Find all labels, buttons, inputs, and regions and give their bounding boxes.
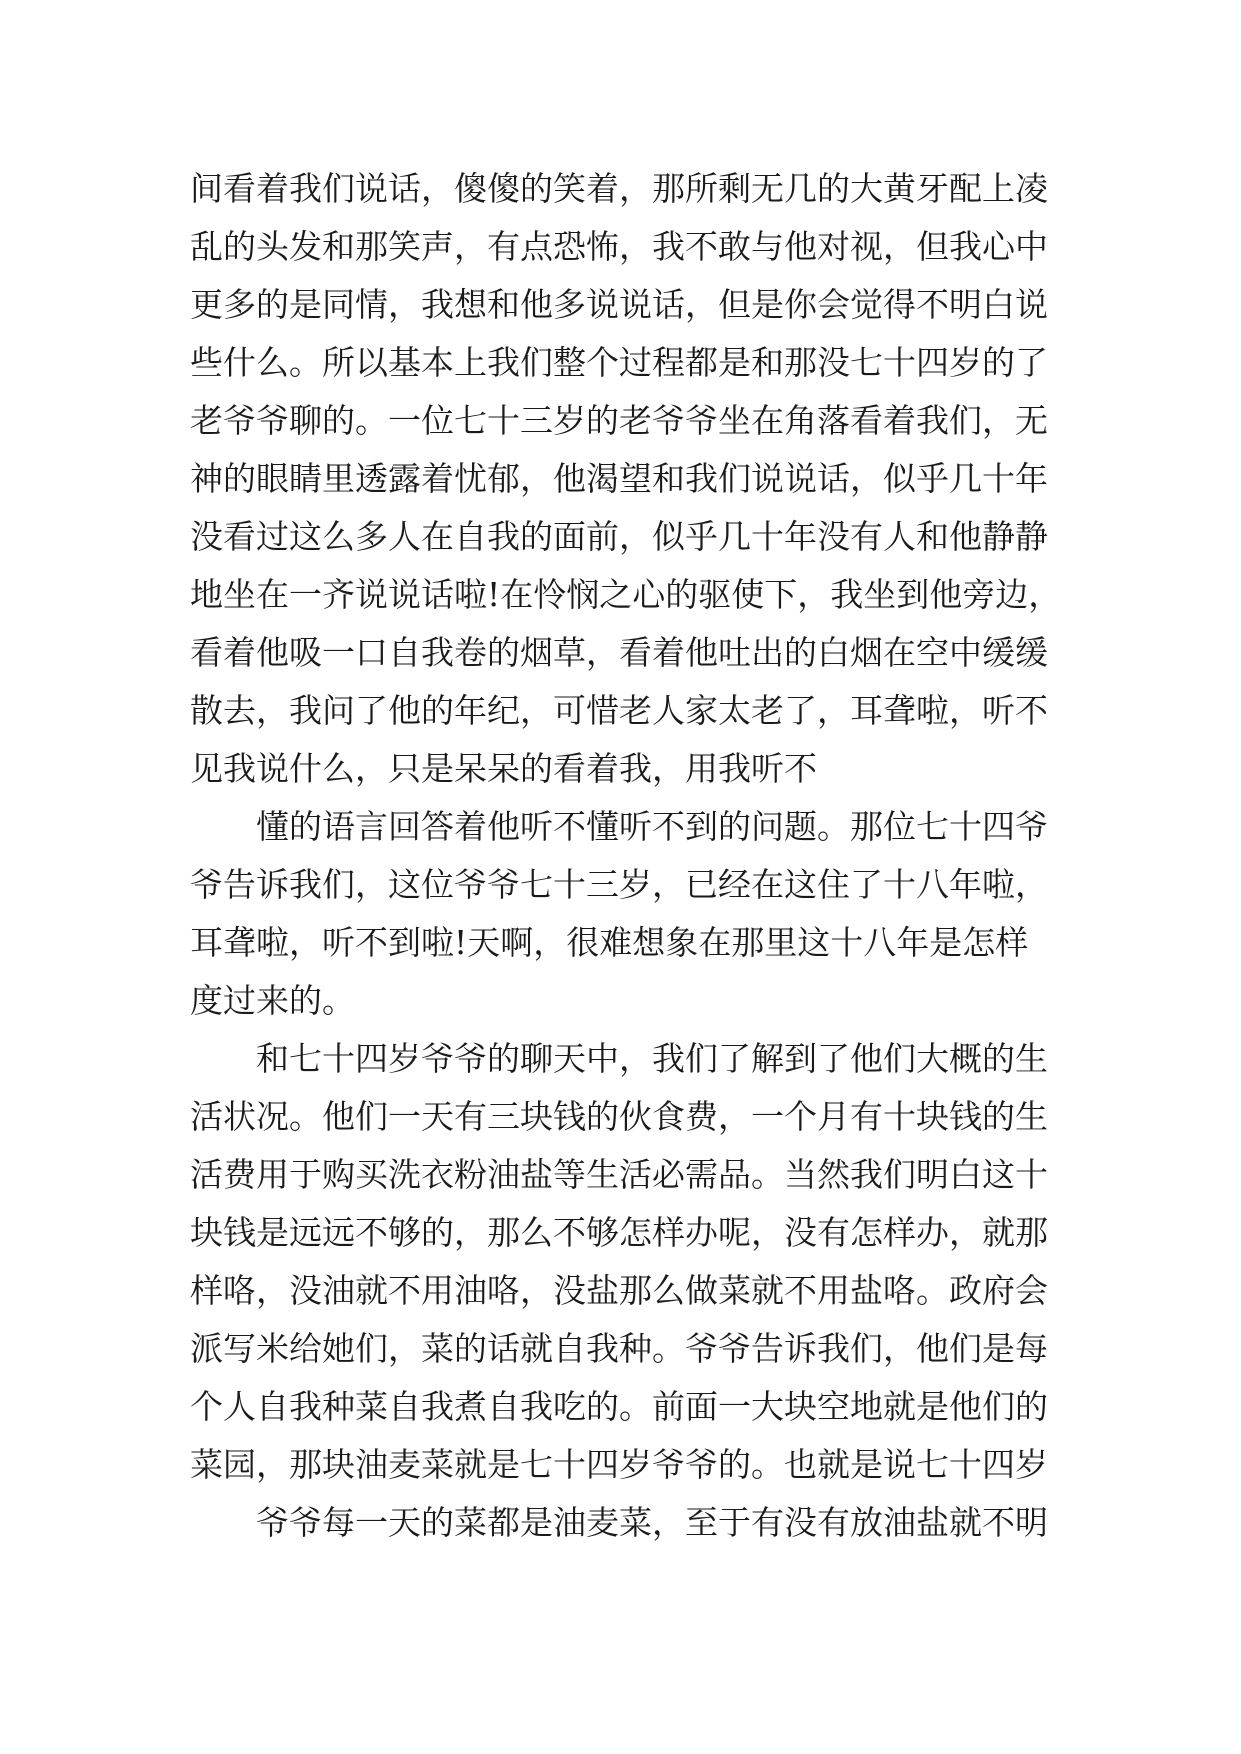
text-line: 乱的头发和那笑声，有点恐怖，我不敢与他对视，但我心中	[190, 227, 1048, 266]
text-line: 活状况。他们一天有三块钱的伙食费，一个月有十块钱的生	[190, 1097, 1048, 1136]
text-line: 度过来的。	[190, 981, 355, 1020]
text-line: 耳聋啦，听不到啦!天啊，很难想象在那里这十八年是怎样	[190, 923, 1029, 962]
text-line: 散去，我问了他的年纪，可惜老人家太老了，耳聋啦，听不	[190, 691, 1048, 730]
body-text	[190, 160, 1062, 1552]
text-line: 块钱是远远不够的，那么不够怎样办呢，没有怎样办，就那	[190, 1213, 1048, 1252]
text-line: 懂的语言回答着他听不懂听不到的问题。那位七十四爷	[256, 807, 1048, 846]
text-line: 见我说什么，只是呆呆的看着我，用我听不	[190, 749, 817, 788]
text-line: 个人自我种菜自我煮自我吃的。前面一大块空地就是他们的	[190, 1387, 1048, 1426]
text-line: 爷告诉我们，这位爷爷七十三岁，已经在这住了十八年啦，	[190, 865, 1048, 904]
text-line: 没看过这么多人在自我的面前，似乎几十年没有人和他静静	[190, 517, 1048, 556]
text-line: 神的眼睛里透露着忧郁，他渴望和我们说说话，似乎几十年	[190, 459, 1048, 498]
text-line: 派写米给她们，菜的话就自我种。爷爷告诉我们，他们是每	[190, 1329, 1048, 1368]
text-line: 地坐在一齐说说话啦!在怜悯之心的驱使下，我坐到他旁边，	[190, 575, 1062, 614]
text-line: 更多的是同情，我想和他多说说话，但是你会觉得不明白说	[190, 285, 1048, 324]
text-line: 和七十四岁爷爷的聊天中，我们了解到了他们大概的生	[256, 1039, 1048, 1078]
text-line: 些什么。所以基本上我们整个过程都是和那没七十四岁的了	[190, 343, 1048, 382]
text-line: 老爷爷聊的。一位七十三岁的老爷爷坐在角落看着我们，无	[190, 401, 1048, 440]
text-line: 爷爷每一天的菜都是油麦菜，至于有没有放油盐就不明	[256, 1503, 1048, 1542]
text-line: 样咯，没油就不用油咯，没盐那么做菜就不用盐咯。政府会	[190, 1271, 1048, 1310]
text-line: 菜园，那块油麦菜就是七十四岁爷爷的。也就是说七十四岁	[190, 1445, 1048, 1484]
text-line: 活费用于购买洗衣粉油盐等生活必需品。当然我们明白这十	[190, 1155, 1048, 1194]
text-line: 间看着我们说话，傻傻的笑着，那所剩无几的大黄牙配上凌	[190, 169, 1048, 208]
text-line: 看着他吸一口自我卷的烟草，看着他吐出的白烟在空中缓缓	[190, 633, 1048, 672]
